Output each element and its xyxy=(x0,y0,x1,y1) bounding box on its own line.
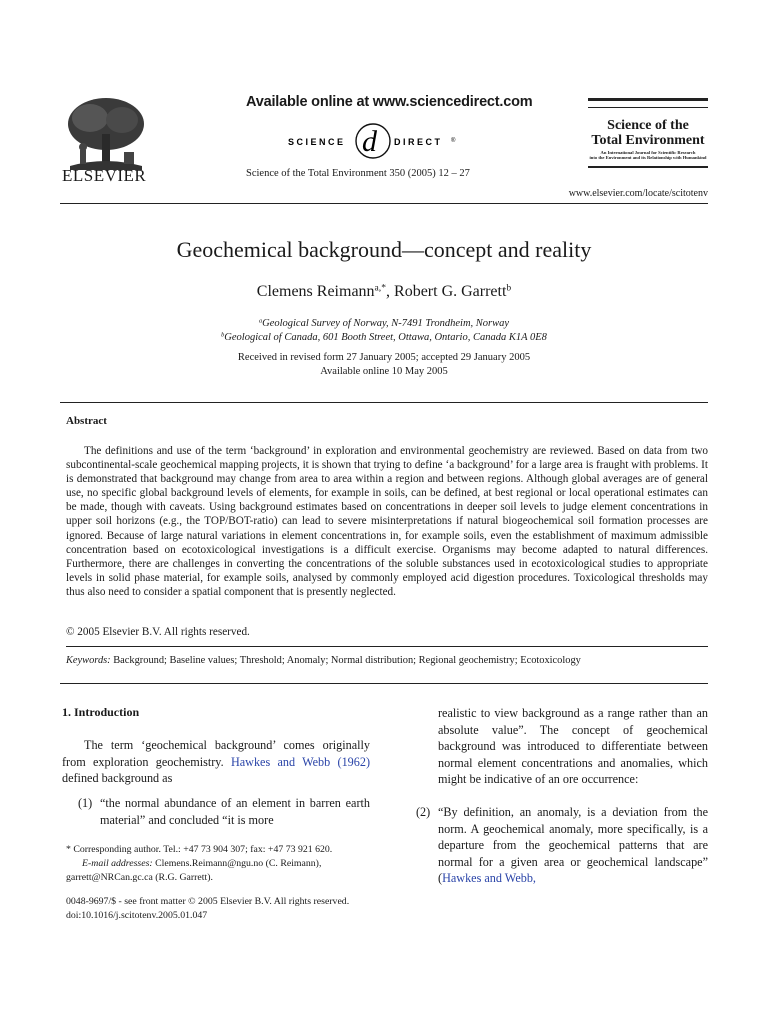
available-date: Available online 10 May 2005 xyxy=(320,366,448,377)
section-heading: 1. Introduction xyxy=(62,705,140,719)
abstract-rule-top xyxy=(60,402,708,403)
journal-title xyxy=(588,118,708,148)
sd-left-text: SCIENCE xyxy=(288,137,346,147)
author-name[interactable]: Clemens Reimann xyxy=(256,283,375,300)
quote-text xyxy=(438,804,708,887)
journal-citation: Science of the Total Environment 350 (2005) 12 – 27 xyxy=(246,168,470,179)
svg-text:®: ® xyxy=(451,138,456,144)
author-separator: , xyxy=(386,283,395,300)
sciencedirect-logo xyxy=(288,118,488,164)
abstract-copyright: © 2005 Elsevier B.V. All rights reserved. xyxy=(66,626,250,638)
citation-link[interactable]: Hawkes and Webb, xyxy=(442,871,536,885)
journal-title-line2: Total Environment xyxy=(591,133,705,148)
quote-text: “the normal abundance of an element in barren earth material” and concluded “it is more xyxy=(100,796,370,827)
front-matter-note: 0048-9697/$ - see front matter © 2005 Elsevier B.V. All rights reserved. xyxy=(66,896,350,907)
affiliation-b xyxy=(60,332,708,343)
publisher-name: ELSEVIER xyxy=(62,166,147,185)
intro-continuation: realistic to view background as a range rather than an absolute value”. The concept of geochemical background was introduced to differentiate between normal element concentrations and anomalies, which might be indicative of an ore occurrence: xyxy=(438,706,708,786)
journal-url-link[interactable]: www.elsevier.com/locate/scitotenv xyxy=(568,188,708,199)
affiliation-text: Geological of Canada, 601 Booth Street, Ottawa, Ontario, Canada K1A 0E8 xyxy=(224,332,547,343)
affiliation-sup: a xyxy=(258,317,263,325)
doi-link[interactable]: doi:10.1016/j.scitotenv.2005.01.047 xyxy=(66,910,208,921)
keywords-list: Background; Baseline values; Threshold; Anomaly; Normal distribution; Regional geochemistry; Ecotoxicology xyxy=(110,655,581,666)
journal-rule-top xyxy=(588,98,708,108)
journal-subtitle xyxy=(588,150,708,160)
available-online-banner[interactable]: Available online at www.sciencedirect.com xyxy=(246,94,533,110)
quote-number: (2) xyxy=(416,805,431,819)
citation-link[interactable]: Hawkes and Webb (1962) xyxy=(230,754,371,769)
footnote-corresponding: * Corresponding author. Tel.: +47 73 904 307; fax: +47 73 921 620. xyxy=(66,844,333,855)
author-affiliation-sup: a, xyxy=(374,282,382,294)
affiliation-text: Geological Survey of Norway, N-7491 Trondheim, Norway xyxy=(262,318,510,329)
keywords xyxy=(66,655,708,666)
journal-rule-bottom xyxy=(588,166,708,168)
journal-subtitle-line1: An International Journal for Scientific Research xyxy=(600,150,696,155)
journal-subtitle-line2: into the Environment and its Relationship with Humankind xyxy=(589,155,707,160)
paragraph-text: defined background as xyxy=(62,771,173,785)
paragraph-text: The term ‘geochemical background’ comes originally from exploration geochemistry. xyxy=(62,738,370,769)
sd-right-text: DIRECT xyxy=(394,137,443,147)
received-date: Received in revised form 27 January 2005; accepted 29 January 2005 xyxy=(237,352,531,363)
body-divider xyxy=(60,683,708,684)
email-label: E-mail addresses: xyxy=(82,858,153,869)
author-affiliation-sup: b xyxy=(506,282,512,294)
corresponding-mark[interactable]: * xyxy=(381,282,387,294)
keywords-label: Keywords: xyxy=(66,655,111,666)
affiliation-a xyxy=(60,318,708,329)
intro-paragraph xyxy=(62,737,370,787)
header-divider xyxy=(60,203,708,204)
quote-number: (1) xyxy=(78,796,93,810)
footnote-email-2[interactable]: garrett@NRCan.gc.ca (R.G. Garrett). xyxy=(66,872,213,883)
svg-text:d: d xyxy=(362,125,377,158)
author-name[interactable]: Robert G. Garrett xyxy=(394,283,507,300)
journal-title-line1: Science of the xyxy=(607,118,689,133)
quote-body: “By definition, an anomaly, is a deviation from the norm. A geochemical anomaly, more specifically, is a departure from the geochemical patterns that are normal for a given area or geochemical landscape” ( xyxy=(438,805,708,885)
footnote-email xyxy=(82,857,402,871)
abstract-heading: Abstract xyxy=(66,415,107,427)
email-link[interactable]: Clemens.Reimann@ngu.no (C. Reimann), xyxy=(152,858,322,869)
paper-title: Geochemical background—concept and reality xyxy=(176,237,592,262)
author-list xyxy=(60,283,708,301)
affiliation-sup: b xyxy=(221,331,225,339)
abstract-body: The definitions and use of the term ‘background’ in exploration and environmental geochemistry are reviewed. Based on data from two subcontinental-scale geochemical mapping projects, it is shown that trying to define ‘a background’ for a large area is fraught with problems. It is demonstrated that background may change from area to area within a region and between regions. Although global averages are of general use, no specific global background levels of elements, for example in soils, can be defined, at best regional or local operational estimates can be made, though with caveats. Using background estimates based on concentrations in deeper soil levels to judge element concentrations in upper soil horizons (e.g., the TOP/BOT-ratio) can lead to severe misinterpretations if natural biogeochemical soil formation processes are ignored. Because of large natural variations in element concentrations in, for example soils, even the establishment of maximum admissible concentration based on ecotoxicological investigations is a difficult exercise. Organisms may become adapted to natural differences. Furthermore, there are challenges in converting the concentrations of the soluble substances used in ecotoxicological studies to appropriate levels in solid phase material, for example soils, analysed by commonly employed acid digestion procedures. Toxicological thresholds may thus also need to consider a spatial component that is presently neglected. xyxy=(66,445,708,598)
abstract-rule-bottom xyxy=(66,646,708,647)
